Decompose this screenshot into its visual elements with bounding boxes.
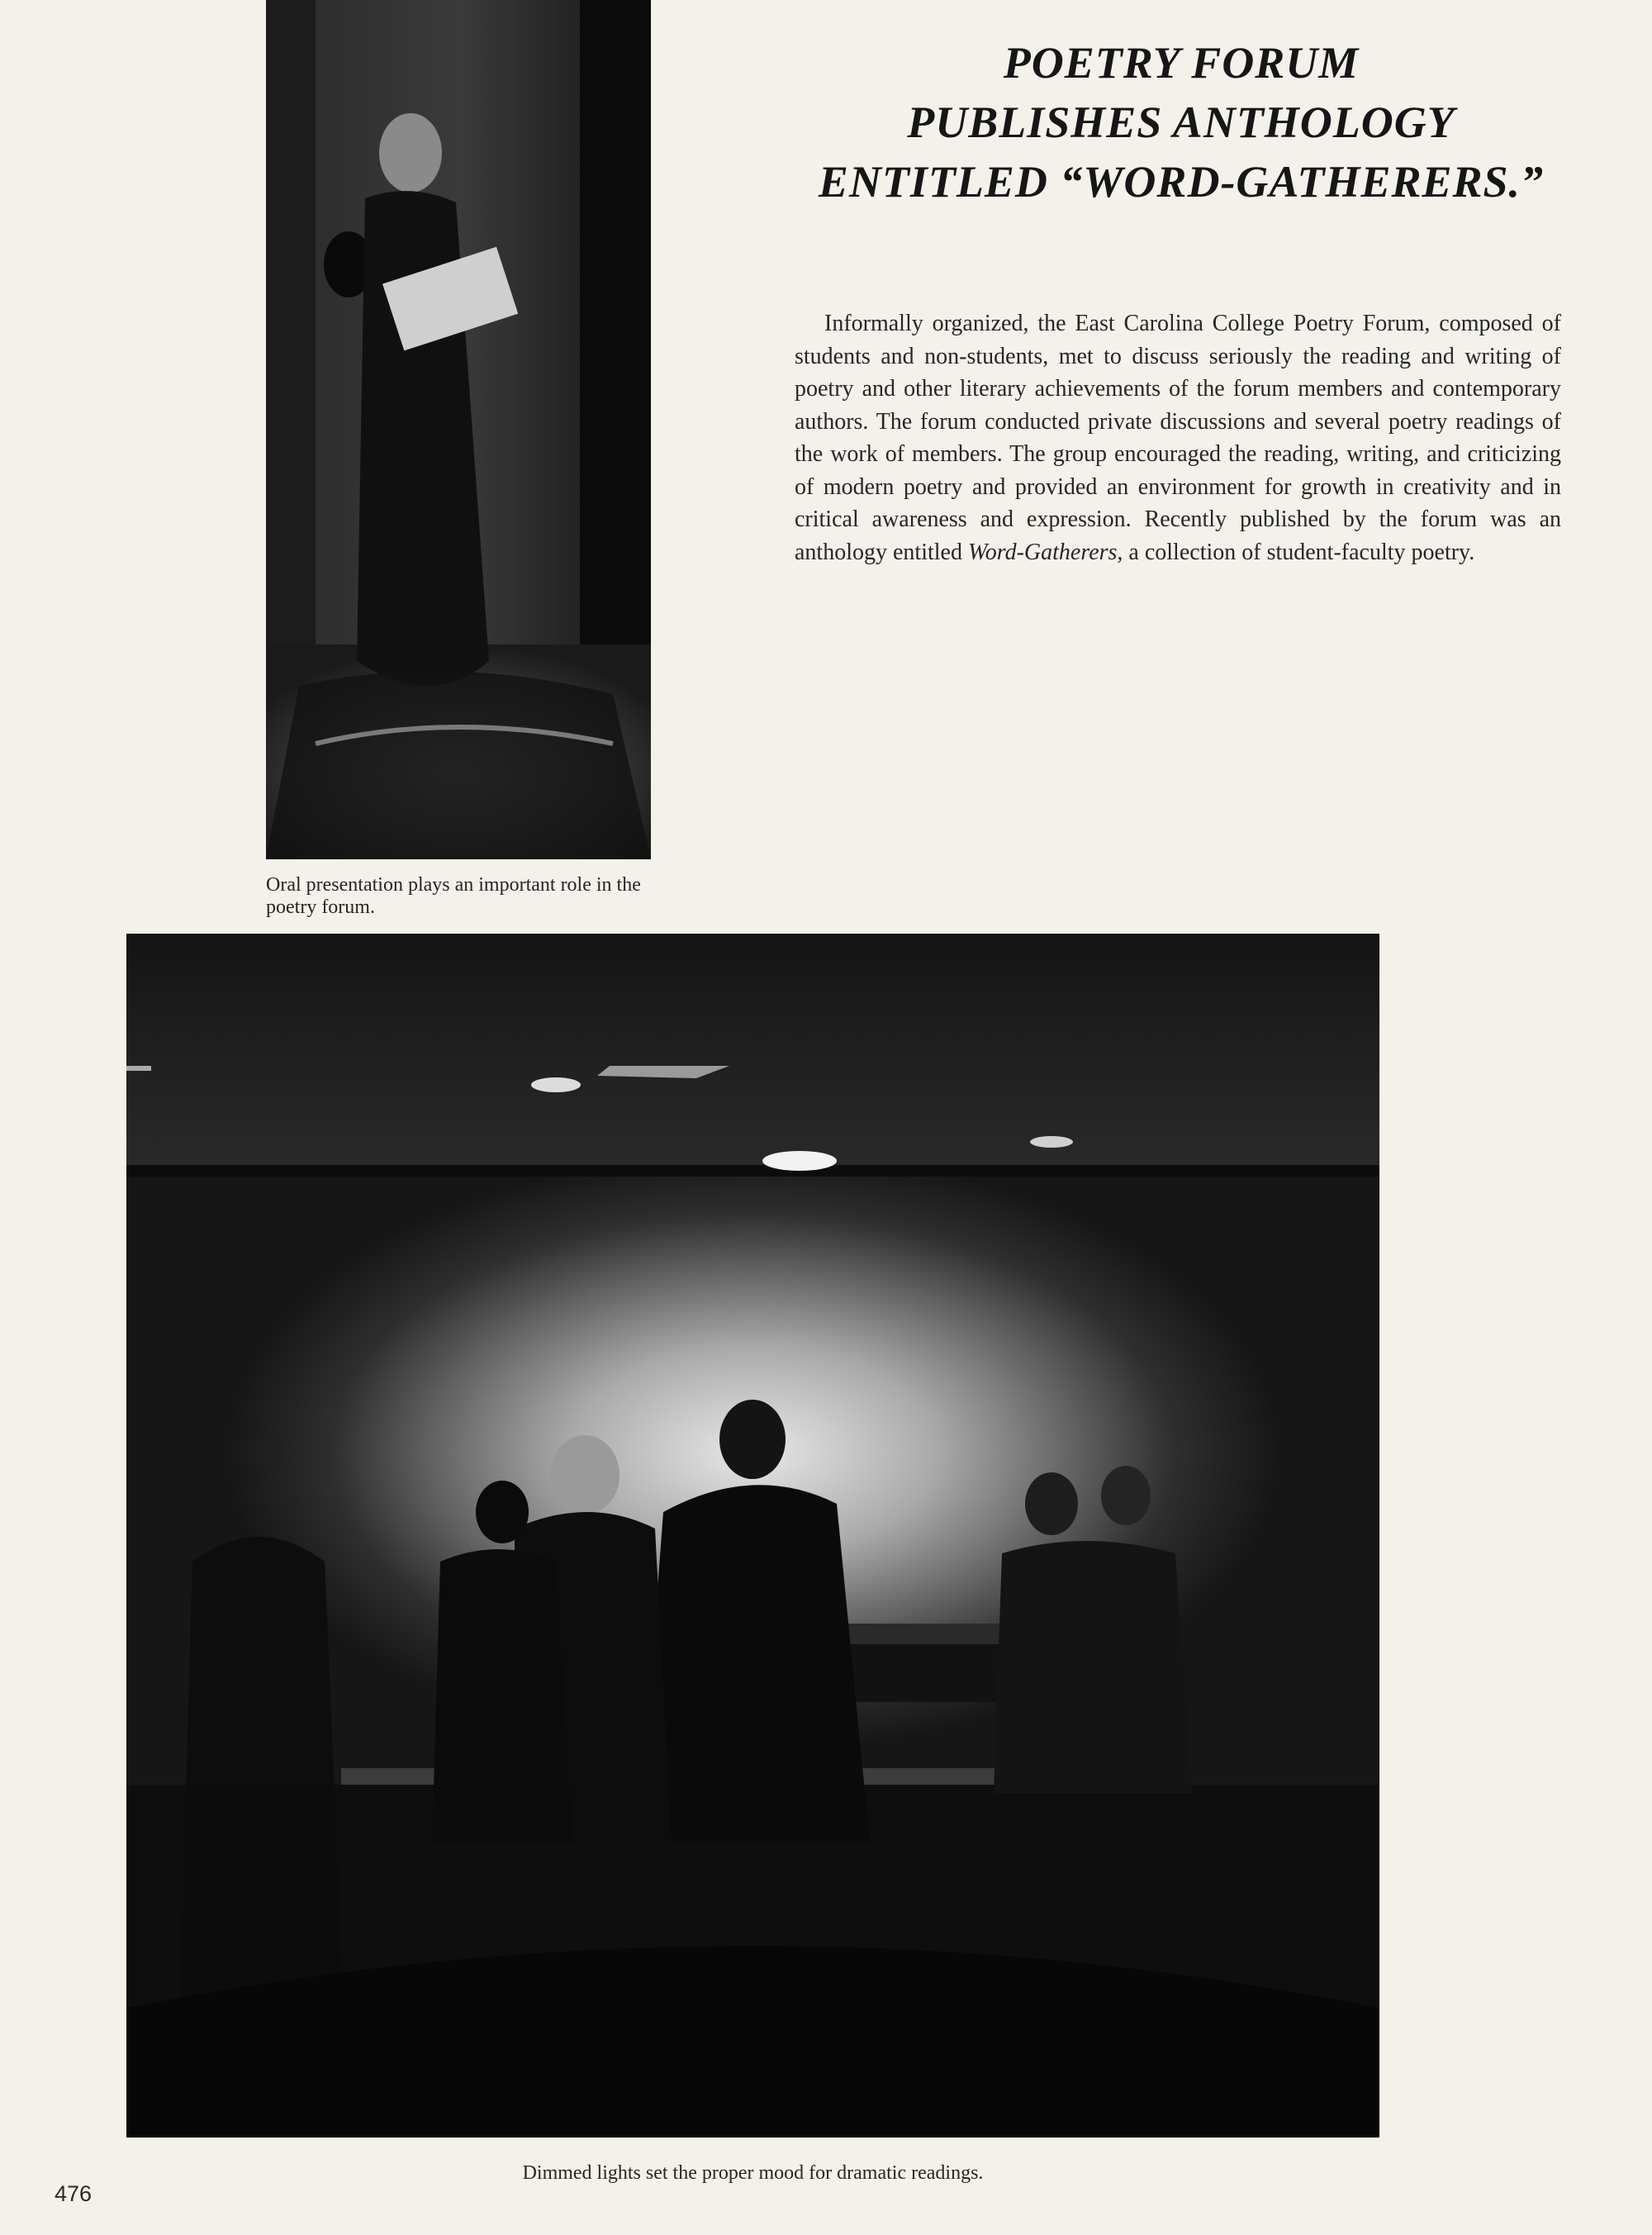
- caption-oral-presentation: Oral presentation plays an important role in the poetry forum.: [266, 874, 641, 918]
- photo-dramatic-reading: [126, 934, 1379, 2138]
- headline-line-2: PUBLISHES ANTHOLOGY: [907, 97, 1455, 147]
- headline: [743, 33, 1619, 212]
- anthology-title: Word-Gatherers,: [967, 539, 1123, 565]
- headline-line-3: ENTITLED “WORD-GATHERERS.”: [818, 157, 1545, 207]
- headline-line-1: POETRY FORUM: [1003, 38, 1360, 88]
- caption-dramatic-reading: Dimmed lights set the proper mood for dramatic readings.: [522, 2162, 984, 2184]
- article-text-part-1: Informally organized, the East Carolina College Poetry Forum, composed of students and non-students, met to discuss seriously the reading and writing of poetry and other literary achievements of the forum members and contemporary authors. The forum conducted private discussions and several poetry readings of the work of members. The group encouraged the reading, writing, and criticizing of modern poetry and provided an environment for growth in creativity and in critical awareness and expression. Recently published by the forum was an anthology entitled: [795, 311, 1561, 565]
- page-number: 476: [55, 2181, 93, 2206]
- article-body: [795, 307, 1561, 568]
- photo-oral-presentation: [266, 0, 651, 859]
- article-text-part-2: a collection of student-faculty poetry.: [1123, 539, 1475, 565]
